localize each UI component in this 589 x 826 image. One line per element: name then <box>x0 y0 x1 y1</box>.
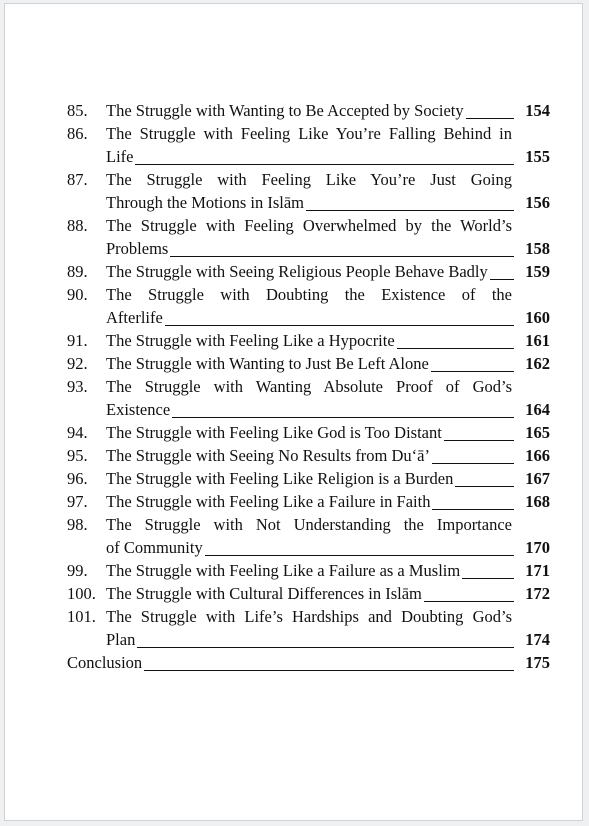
toc-entry[interactable] <box>67 421 550 444</box>
toc-entry-body <box>106 329 550 352</box>
toc-entry-title-line: The Struggle with Feeling Overwhelmed by the World’s <box>106 216 512 235</box>
toc-leader-line <box>455 486 514 487</box>
toc-leader-line <box>424 601 514 602</box>
table-of-contents <box>67 99 550 674</box>
toc-page-number: 165 <box>525 423 550 442</box>
toc-entry-final-line <box>106 559 550 582</box>
toc-entry[interactable] <box>67 168 550 214</box>
toc-entry-body <box>106 444 550 467</box>
toc-entry-number: 92. <box>67 354 88 373</box>
toc-entry-title: Conclusion <box>67 653 143 672</box>
toc-entry-final-line <box>106 444 550 467</box>
toc-entry-number: 89. <box>67 262 88 281</box>
toc-entry-body <box>106 421 550 444</box>
toc-leader-line <box>466 118 514 119</box>
toc-entry-final-line <box>106 99 550 122</box>
toc-entry-body <box>106 99 550 122</box>
toc-entry-number: 97. <box>67 492 88 511</box>
toc-entry-number: 96. <box>67 469 88 488</box>
toc-leader-line <box>432 463 514 464</box>
toc-entry[interactable] <box>67 582 550 605</box>
toc-entry[interactable] <box>67 122 550 168</box>
toc-entry[interactable] <box>67 352 550 375</box>
toc-entry-body <box>106 375 550 421</box>
toc-entry-final-line <box>106 260 550 283</box>
toc-page-number: 154 <box>525 101 550 120</box>
toc-page-number: 162 <box>525 354 550 373</box>
toc-page-number: 175 <box>525 653 550 672</box>
toc-entry-number: 93. <box>67 377 88 396</box>
toc-entry-number: 85. <box>67 101 88 120</box>
toc-entry-body <box>106 513 550 559</box>
toc-leader-line <box>165 325 514 326</box>
toc-entry-title: Through the Motions in Islām <box>106 193 304 212</box>
toc-entry-final-line <box>106 490 550 513</box>
toc-entry-body <box>106 168 550 214</box>
toc-page-number: 171 <box>525 561 550 580</box>
toc-entry-number: 87. <box>67 170 88 189</box>
toc-entry-number: 99. <box>67 561 88 580</box>
toc-entry[interactable] <box>67 605 550 651</box>
toc-page-number: 172 <box>525 584 550 603</box>
toc-page-number: 156 <box>525 193 550 212</box>
toc-leader-line <box>137 647 514 648</box>
toc-entry[interactable] <box>67 651 550 674</box>
toc-entry-final-line <box>106 628 550 651</box>
toc-entry-title-line: The Struggle with Life’s Hardships and Doubting God’s <box>106 607 512 626</box>
toc-leader-line <box>144 670 514 671</box>
toc-entry-title-line: The Struggle with Not Understanding the Importance <box>106 515 512 534</box>
toc-entry-title: Plan <box>106 630 136 649</box>
toc-entry-body <box>106 214 550 260</box>
toc-entry-title-line: The Struggle with Doubting the Existence of the <box>106 285 512 304</box>
toc-page-number: 164 <box>525 400 550 419</box>
toc-entry-title: The Struggle with Feeling Like a Failure in Faith <box>106 492 431 511</box>
toc-entry-title-line: The Struggle with Wanting Absolute Proof of God’s <box>106 377 512 396</box>
toc-entry-final-line <box>106 398 550 421</box>
toc-entry-number: 101. <box>67 607 96 626</box>
toc-entry[interactable] <box>67 444 550 467</box>
toc-page-number: 161 <box>525 331 550 350</box>
document-page <box>4 3 583 821</box>
toc-leader-line <box>306 210 514 211</box>
toc-entry-number: 95. <box>67 446 88 465</box>
toc-entry-body <box>106 490 550 513</box>
toc-entry-body <box>106 283 550 329</box>
toc-entry-title: The Struggle with Seeing Religious People Behave Badly <box>106 262 488 281</box>
toc-page-number: 159 <box>525 262 550 281</box>
toc-entry-number: 88. <box>67 216 88 235</box>
toc-entry[interactable] <box>67 260 550 283</box>
toc-page-number: 166 <box>525 446 550 465</box>
toc-entry-body <box>106 122 550 168</box>
toc-leader-line <box>444 440 514 441</box>
toc-entry[interactable] <box>67 375 550 421</box>
toc-entry-title: Existence <box>106 400 171 419</box>
toc-entry-final-line <box>67 651 550 674</box>
toc-entry-body <box>106 467 550 490</box>
toc-page-number: 155 <box>525 147 550 166</box>
toc-entry-body <box>106 605 550 651</box>
toc-entry-title: The Struggle with Cultural Differences in Islām <box>106 584 422 603</box>
toc-entry[interactable] <box>67 214 550 260</box>
toc-entry-title: Afterlife <box>106 308 163 327</box>
toc-entry[interactable] <box>67 329 550 352</box>
toc-entry-number: 94. <box>67 423 88 442</box>
toc-entry-number: 90. <box>67 285 88 304</box>
toc-entry-title-line: The Struggle with Feeling Like You’re Just Going <box>106 170 512 189</box>
toc-entry[interactable] <box>67 467 550 490</box>
toc-leader-line <box>432 509 514 510</box>
toc-page-number: 158 <box>525 239 550 258</box>
toc-leader-line <box>397 348 514 349</box>
toc-entry-final-line <box>106 191 550 214</box>
toc-entry-title: Life <box>106 147 134 166</box>
toc-entry-final-line <box>106 329 550 352</box>
toc-entry-final-line <box>106 536 550 559</box>
toc-entry-number: 91. <box>67 331 88 350</box>
toc-entry-title: The Struggle with Feeling Like a Hypocrite <box>106 331 395 350</box>
toc-entry-final-line <box>106 421 550 444</box>
toc-entry-title: of Community <box>106 538 203 557</box>
toc-entry-body <box>106 559 550 582</box>
toc-entry-number: 86. <box>67 124 88 143</box>
toc-page-number: 160 <box>525 308 550 327</box>
toc-entry-title-line: The Struggle with Feeling Like You’re Falling Behind in <box>106 124 512 143</box>
toc-page-number: 168 <box>525 492 550 511</box>
toc-entry[interactable] <box>67 513 550 559</box>
toc-entry-number: 98. <box>67 515 88 534</box>
toc-leader-line <box>135 164 514 165</box>
toc-entry-title: The Struggle with Wanting to Be Accepted by Society <box>106 101 464 120</box>
toc-page-number: 174 <box>525 630 550 649</box>
toc-entry-final-line <box>106 467 550 490</box>
toc-entry-title: The Struggle with Feeling Like God is Too Distant <box>106 423 442 442</box>
toc-entry[interactable] <box>67 99 550 122</box>
toc-page-number: 167 <box>525 469 550 488</box>
toc-entry[interactable] <box>67 559 550 582</box>
toc-leader-line <box>172 417 514 418</box>
toc-entry-final-line <box>106 237 550 260</box>
toc-entry-title: The Struggle with Wanting to Just Be Left Alone <box>106 354 429 373</box>
toc-entry[interactable] <box>67 283 550 329</box>
toc-entry-title: The Struggle with Feeling Like a Failure as a Muslim <box>106 561 461 580</box>
toc-leader-line <box>205 555 514 556</box>
toc-entry-title: The Struggle with Seeing No Results from Du‘ā’ <box>106 446 430 465</box>
toc-entry-final-line <box>106 145 550 168</box>
toc-entry-title: The Struggle with Feeling Like Religion is a Burden <box>106 469 454 488</box>
toc-entry-final-line <box>106 306 550 329</box>
toc-entry-title: Problems <box>106 239 169 258</box>
toc-entry-body <box>106 582 550 605</box>
toc-page-number: 170 <box>525 538 550 557</box>
toc-entry-body <box>67 651 550 674</box>
toc-entry-body <box>106 260 550 283</box>
toc-leader-line <box>462 578 514 579</box>
toc-leader-line <box>431 371 514 372</box>
toc-entry-body <box>106 352 550 375</box>
toc-entry[interactable] <box>67 490 550 513</box>
toc-entry-number: 100. <box>67 584 96 603</box>
toc-entry-final-line <box>106 582 550 605</box>
toc-leader-line <box>170 256 514 257</box>
toc-leader-line <box>490 279 514 280</box>
toc-entry-final-line <box>106 352 550 375</box>
